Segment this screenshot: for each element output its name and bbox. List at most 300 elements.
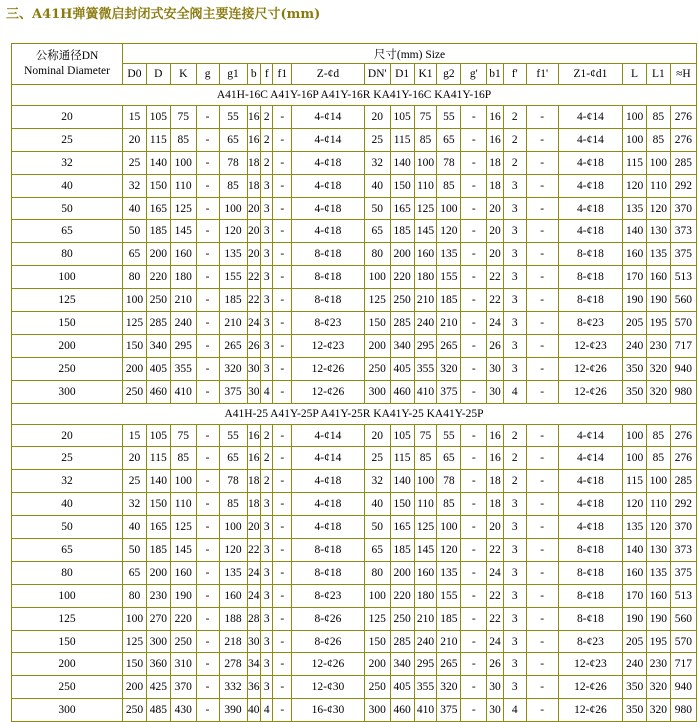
- table-cell: 140: [146, 470, 170, 493]
- table-cell: 18: [487, 470, 504, 493]
- table-cell: 85: [437, 493, 461, 516]
- table-cell: 405: [390, 357, 414, 380]
- table-cell: -: [273, 220, 292, 243]
- table-row: [12, 106, 697, 129]
- table-cell: 2: [503, 151, 526, 174]
- table-row: [12, 561, 697, 584]
- table-row: [12, 128, 697, 151]
- table-cell: 22: [487, 584, 504, 607]
- table-cell: -: [196, 630, 219, 653]
- table-cell: 340: [390, 334, 414, 357]
- table-cell: -: [461, 539, 487, 562]
- column-header: f: [261, 64, 273, 85]
- table-cell: 120: [437, 220, 461, 243]
- column-header: D1: [390, 64, 414, 85]
- table-cell: 18: [487, 493, 504, 516]
- table-cell: 150: [390, 174, 414, 197]
- table-cell: -: [526, 174, 558, 197]
- section-model-label: A41H-16C A41Y-16P A41Y-16R KA41Y-16C KA41Y-16P: [12, 85, 697, 106]
- table-cell: 350: [623, 676, 647, 699]
- table-cell: 265: [437, 334, 461, 357]
- table-cell: 3: [261, 174, 273, 197]
- table-cell: 285: [146, 312, 170, 335]
- table-cell: 410: [414, 380, 437, 403]
- table-cell: 3: [503, 653, 526, 676]
- page-title: 三、A41H弹簧微启封闭式安全阀主要连接尺寸(mm): [6, 7, 321, 22]
- table-cell: 190: [623, 289, 647, 312]
- table-cell: 195: [647, 312, 671, 335]
- table-cell: 4-¢18: [292, 516, 365, 539]
- table-cell: 185: [146, 220, 170, 243]
- table-row: [12, 470, 697, 493]
- table-cell: -: [196, 470, 219, 493]
- table-cell: -: [196, 380, 219, 403]
- column-header: Z-¢d: [292, 64, 365, 85]
- table-cell: 12-¢23: [292, 334, 365, 357]
- table-cell: 940: [670, 357, 696, 380]
- table-cell: 12-¢26: [558, 357, 622, 380]
- table-cell: -: [196, 266, 219, 289]
- table-cell: 250: [170, 630, 196, 653]
- dn-cell: 300: [12, 380, 123, 403]
- table-row: [12, 424, 697, 447]
- table-row: [12, 584, 697, 607]
- table-cell: 375: [219, 380, 247, 403]
- table-cell: 16: [487, 447, 504, 470]
- table-cell: 8-¢23: [558, 630, 622, 653]
- table-cell: 40: [364, 174, 390, 197]
- table-cell: 8-¢18: [558, 289, 622, 312]
- table-cell: 4-¢14: [558, 106, 622, 129]
- table-cell: 320: [219, 357, 247, 380]
- table-cell: 4: [261, 699, 273, 722]
- table-cell: 430: [170, 699, 196, 722]
- table-cell: 100: [623, 447, 647, 470]
- table-cell: -: [196, 243, 219, 266]
- dn-cell: 25: [12, 447, 123, 470]
- table-cell: -: [526, 699, 558, 722]
- table-cell: 3: [261, 266, 273, 289]
- table-cell: -: [461, 243, 487, 266]
- table-cell: 276: [670, 128, 696, 151]
- table-cell: 390: [219, 699, 247, 722]
- table-cell: 160: [414, 561, 437, 584]
- table-cell: 16: [487, 128, 504, 151]
- table-cell: 78: [219, 151, 247, 174]
- table-cell: 165: [146, 516, 170, 539]
- table-cell: 4-¢18: [292, 493, 365, 516]
- dn-cell: 125: [12, 289, 123, 312]
- table-cell: 210: [414, 607, 437, 630]
- table-cell: -: [273, 266, 292, 289]
- table-cell: 135: [647, 561, 671, 584]
- table-cell: -: [461, 220, 487, 243]
- table-cell: 570: [670, 312, 696, 335]
- table-cell: 100: [123, 289, 147, 312]
- table-cell: 165: [146, 197, 170, 220]
- table-cell: 8-¢18: [292, 289, 365, 312]
- table-cell: 20: [487, 220, 504, 243]
- column-header: D0: [123, 64, 147, 85]
- table-cell: 26: [247, 334, 260, 357]
- table-cell: -: [526, 220, 558, 243]
- table-cell: 85: [647, 128, 671, 151]
- table-row: [12, 653, 697, 676]
- table-cell: -: [273, 128, 292, 151]
- table-cell: 32: [364, 470, 390, 493]
- table-cell: 12-¢26: [292, 380, 365, 403]
- table-cell: 160: [647, 266, 671, 289]
- table-cell: 100: [623, 424, 647, 447]
- table-cell: 250: [123, 699, 147, 722]
- table-cell: 3: [261, 607, 273, 630]
- table-cell: 100: [364, 266, 390, 289]
- table-cell: 16: [487, 424, 504, 447]
- table-cell: 980: [670, 699, 696, 722]
- table-cell: -: [273, 174, 292, 197]
- table-cell: 30: [247, 380, 260, 403]
- column-header: f': [503, 64, 526, 85]
- table-cell: 65: [123, 561, 147, 584]
- table-cell: 150: [364, 312, 390, 335]
- table-row: [12, 334, 697, 357]
- size-header-cell: 尺寸(mm) Size: [123, 44, 697, 64]
- table-body: [12, 44, 697, 722]
- table-cell: -: [526, 380, 558, 403]
- table-cell: 3: [261, 289, 273, 312]
- table-cell: 8-¢18: [292, 561, 365, 584]
- table-cell: 220: [390, 584, 414, 607]
- table-row: [12, 699, 697, 722]
- table-cell: 3: [261, 312, 273, 335]
- table-cell: 185: [146, 539, 170, 562]
- table-cell: 285: [670, 470, 696, 493]
- table-cell: 100: [437, 516, 461, 539]
- table-cell: 115: [390, 447, 414, 470]
- table-cell: -: [461, 357, 487, 380]
- table-cell: 100: [623, 128, 647, 151]
- table-cell: 30: [247, 357, 260, 380]
- table-cell: 8-¢18: [558, 266, 622, 289]
- table-cell: 100: [170, 151, 196, 174]
- table-cell: 240: [414, 312, 437, 335]
- table-cell: 320: [437, 357, 461, 380]
- table-cell: 160: [414, 243, 437, 266]
- table-cell: 30: [487, 357, 504, 380]
- table-cell: 100: [170, 470, 196, 493]
- table-cell: 18: [487, 151, 504, 174]
- table-cell: -: [461, 424, 487, 447]
- table-cell: 3: [261, 561, 273, 584]
- table-cell: 250: [390, 289, 414, 312]
- table-cell: 320: [647, 676, 671, 699]
- table-row: [12, 289, 697, 312]
- table-cell: 115: [146, 447, 170, 470]
- table-cell: 4-¢18: [558, 220, 622, 243]
- table-cell: 160: [647, 584, 671, 607]
- table-cell: 560: [670, 289, 696, 312]
- table-cell: 165: [390, 516, 414, 539]
- table-cell: 22: [487, 289, 504, 312]
- table-cell: 3: [503, 630, 526, 653]
- table-cell: 150: [364, 630, 390, 653]
- dn-cell: 80: [12, 561, 123, 584]
- table-cell: 513: [670, 266, 696, 289]
- table-cell: 3: [503, 561, 526, 584]
- table-cell: -: [526, 151, 558, 174]
- table-cell: 188: [219, 607, 247, 630]
- table-cell: 320: [647, 699, 671, 722]
- table-cell: 3: [261, 584, 273, 607]
- table-cell: 295: [414, 653, 437, 676]
- table-cell: 4-¢18: [558, 493, 622, 516]
- table-cell: 190: [647, 289, 671, 312]
- section-model-label: A41H-25 A41Y-25P A41Y-25R KA41Y-25 KA41Y-25P: [12, 403, 697, 424]
- table-cell: 285: [390, 630, 414, 653]
- table-cell: 160: [623, 243, 647, 266]
- dn-header-cell: [12, 44, 123, 85]
- section-header-row: [12, 403, 697, 424]
- table-cell: 25: [123, 470, 147, 493]
- table-cell: 300: [146, 630, 170, 653]
- table-cell: 240: [414, 630, 437, 653]
- table-cell: 125: [123, 630, 147, 653]
- table-row: [12, 174, 697, 197]
- table-cell: -: [526, 516, 558, 539]
- table-cell: 4-¢14: [558, 424, 622, 447]
- table-cell: 285: [390, 312, 414, 335]
- table-cell: 32: [364, 151, 390, 174]
- table-cell: 125: [364, 289, 390, 312]
- table-cell: 16: [247, 106, 260, 129]
- table-cell: 20: [123, 128, 147, 151]
- table-cell: 8-¢18: [292, 266, 365, 289]
- table-cell: -: [273, 424, 292, 447]
- table-cell: 2: [503, 470, 526, 493]
- table-cell: 205: [623, 312, 647, 335]
- table-cell: 40: [247, 699, 260, 722]
- table-cell: 155: [437, 584, 461, 607]
- table-cell: -: [526, 493, 558, 516]
- table-cell: -: [526, 539, 558, 562]
- table-cell: 100: [414, 470, 437, 493]
- table-cell: 125: [414, 516, 437, 539]
- table-cell: 160: [170, 243, 196, 266]
- dn-cell: 80: [12, 243, 123, 266]
- table-cell: 18: [487, 174, 504, 197]
- table-cell: 8-¢23: [292, 312, 365, 335]
- table-cell: -: [461, 493, 487, 516]
- table-cell: 3: [503, 220, 526, 243]
- table-cell: -: [196, 151, 219, 174]
- table-cell: 3: [261, 516, 273, 539]
- table-cell: 85: [437, 174, 461, 197]
- table-cell: 310: [170, 653, 196, 676]
- table-cell: 18: [247, 493, 260, 516]
- dn-cell: 32: [12, 151, 123, 174]
- dn-cell: 250: [12, 676, 123, 699]
- table-cell: -: [461, 561, 487, 584]
- table-cell: 373: [670, 539, 696, 562]
- table-cell: 125: [414, 197, 437, 220]
- table-cell: 4-¢18: [558, 470, 622, 493]
- dn-cell: 100: [12, 584, 123, 607]
- dn-cell: 250: [12, 357, 123, 380]
- table-cell: 130: [647, 539, 671, 562]
- table-cell: 24: [247, 584, 260, 607]
- table-cell: -: [273, 357, 292, 380]
- table-cell: 8-¢26: [292, 630, 365, 653]
- table-cell: 140: [623, 220, 647, 243]
- dn-cell: 300: [12, 699, 123, 722]
- table-cell: 3: [503, 197, 526, 220]
- table-cell: 4: [261, 380, 273, 403]
- table-cell: 115: [146, 128, 170, 151]
- table-cell: 22: [487, 266, 504, 289]
- table-cell: -: [273, 151, 292, 174]
- table-cell: 160: [170, 561, 196, 584]
- table-cell: 200: [146, 243, 170, 266]
- table-cell: 125: [364, 607, 390, 630]
- table-cell: -: [461, 653, 487, 676]
- table-cell: 185: [390, 220, 414, 243]
- dn-cell: 200: [12, 653, 123, 676]
- table-cell: 717: [670, 334, 696, 357]
- table-cell: 78: [437, 470, 461, 493]
- table-cell: 135: [219, 243, 247, 266]
- table-cell: 65: [364, 539, 390, 562]
- table-cell: 145: [170, 220, 196, 243]
- table-cell: 265: [437, 653, 461, 676]
- table-cell: -: [526, 447, 558, 470]
- table-cell: 320: [437, 676, 461, 699]
- table-cell: 210: [170, 289, 196, 312]
- table-cell: 165: [390, 197, 414, 220]
- table-cell: 145: [414, 539, 437, 562]
- table-cell: 4-¢14: [292, 424, 365, 447]
- table-cell: 240: [623, 334, 647, 357]
- table-cell: 65: [123, 243, 147, 266]
- table-cell: 100: [623, 106, 647, 129]
- dn-cell: 40: [12, 174, 123, 197]
- table-cell: 278: [219, 653, 247, 676]
- table-cell: 110: [414, 174, 437, 197]
- table-cell: 110: [647, 493, 671, 516]
- table-cell: 4-¢18: [558, 174, 622, 197]
- column-header: g2: [437, 64, 461, 85]
- table-cell: 375: [670, 243, 696, 266]
- table-cell: 26: [487, 653, 504, 676]
- column-header: g: [196, 64, 219, 85]
- table-cell: -: [461, 516, 487, 539]
- table-cell: -: [196, 312, 219, 335]
- table-cell: 85: [219, 493, 247, 516]
- table-cell: 292: [670, 174, 696, 197]
- table-cell: 375: [437, 699, 461, 722]
- table-cell: -: [196, 653, 219, 676]
- table-cell: 425: [146, 676, 170, 699]
- table-cell: 55: [219, 106, 247, 129]
- table-cell: -: [526, 197, 558, 220]
- table-cell: 75: [414, 106, 437, 129]
- table-cell: 65: [219, 447, 247, 470]
- table-cell: -: [273, 312, 292, 335]
- table-cell: 140: [390, 470, 414, 493]
- table-cell: 460: [390, 380, 414, 403]
- table-cell: -: [461, 106, 487, 129]
- table-cell: 270: [146, 607, 170, 630]
- table-cell: 717: [670, 653, 696, 676]
- dn-cell: 20: [12, 106, 123, 129]
- table-cell: 150: [123, 653, 147, 676]
- table-cell: 24: [247, 561, 260, 584]
- table-cell: 110: [170, 174, 196, 197]
- table-cell: -: [526, 584, 558, 607]
- table-cell: 150: [123, 334, 147, 357]
- table-cell: 20: [247, 220, 260, 243]
- table-cell: -: [196, 289, 219, 312]
- table-cell: 20: [487, 243, 504, 266]
- table-cell: 85: [647, 447, 671, 470]
- table-cell: 36: [247, 676, 260, 699]
- table-cell: -: [273, 607, 292, 630]
- table-cell: 12-¢26: [292, 357, 365, 380]
- dn-cell: 150: [12, 312, 123, 335]
- table-cell: 100: [364, 584, 390, 607]
- table-cell: 75: [170, 424, 196, 447]
- table-cell: -: [196, 493, 219, 516]
- table-cell: -: [526, 561, 558, 584]
- table-cell: 55: [437, 106, 461, 129]
- table-cell: 200: [146, 561, 170, 584]
- table-cell: 2: [261, 128, 273, 151]
- table-cell: -: [461, 676, 487, 699]
- table-cell: 250: [146, 289, 170, 312]
- table-cell: 3: [261, 493, 273, 516]
- table-cell: 85: [647, 106, 671, 129]
- dn-cell: 150: [12, 630, 123, 653]
- table-cell: 12-¢26: [558, 699, 622, 722]
- table-row: [12, 607, 697, 630]
- table-row: [12, 243, 697, 266]
- dn-cell: 20: [12, 424, 123, 447]
- table-cell: 332: [219, 676, 247, 699]
- dn-cell: 50: [12, 516, 123, 539]
- table-cell: 155: [437, 266, 461, 289]
- table-cell: -: [461, 266, 487, 289]
- table-cell: -: [526, 676, 558, 699]
- column-header: ≈H: [670, 64, 696, 85]
- column-header: g1: [219, 64, 247, 85]
- table-cell: 110: [414, 493, 437, 516]
- table-cell: 12-¢26: [292, 653, 365, 676]
- table-cell: 2: [261, 424, 273, 447]
- table-cell: 460: [390, 699, 414, 722]
- table-cell: 295: [170, 334, 196, 357]
- table-cell: 8-¢18: [558, 243, 622, 266]
- table-cell: 3: [503, 243, 526, 266]
- table-cell: 26: [487, 334, 504, 357]
- table-cell: 40: [364, 493, 390, 516]
- table-cell: -: [196, 447, 219, 470]
- table-cell: 8-¢23: [292, 584, 365, 607]
- table-cell: 210: [414, 289, 437, 312]
- table-cell: 4-¢18: [292, 220, 365, 243]
- table-cell: 18: [247, 151, 260, 174]
- dn-label-en: Nominal Diameter: [24, 65, 110, 77]
- table-cell: 3: [261, 653, 273, 676]
- table-cell: 24: [487, 630, 504, 653]
